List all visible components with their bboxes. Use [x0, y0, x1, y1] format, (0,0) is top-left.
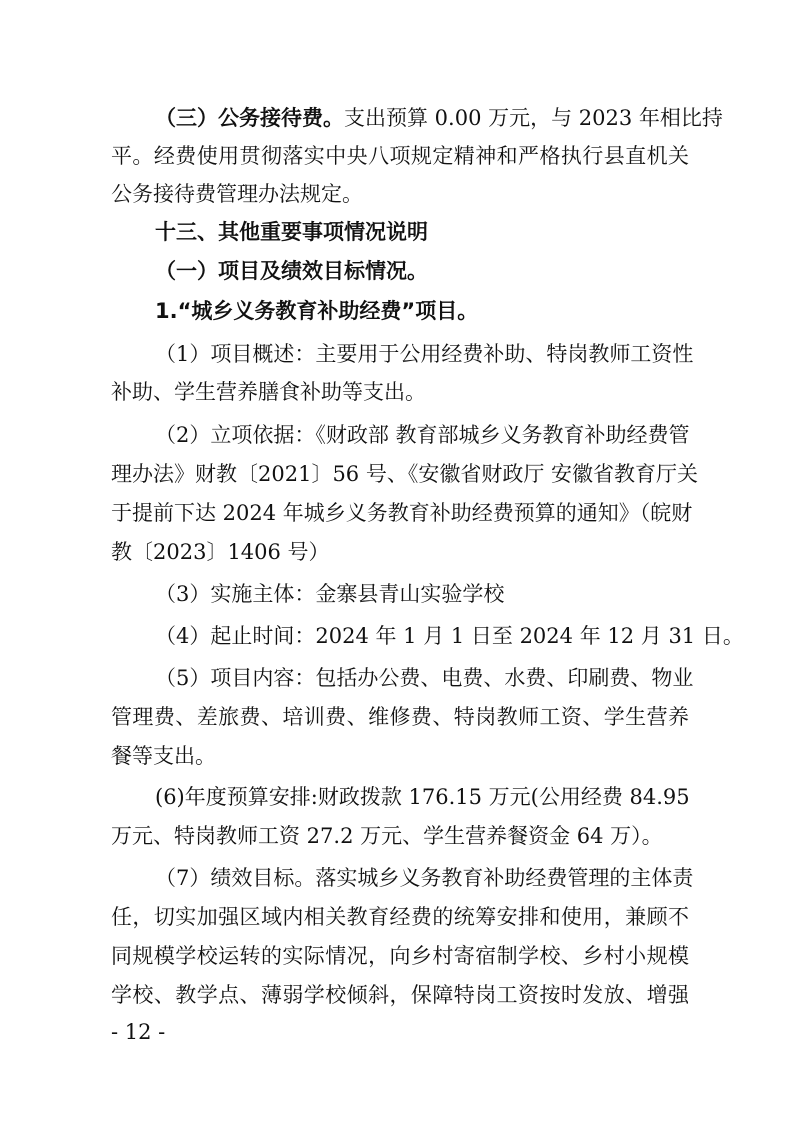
- paragraph-time: （4）起止时间：2024 年 1 月 1 日至 2024 年 12 月 31 日。: [155, 624, 744, 648]
- section-heading: 十三、其他重要事项情况说明: [155, 220, 428, 244]
- text-line: 补助、学生营养膳食补助等支出。: [111, 380, 426, 404]
- text-line: （7）绩效目标。落实城乡义务教育补助经费管理的主体责: [155, 866, 694, 890]
- text-line: 教〔2023〕1406 号）: [111, 540, 330, 564]
- text-line: 学校、教学点、薄弱学校倾斜，保障特岗工资按时发放、增强: [111, 983, 689, 1007]
- text-line: [155, 104, 723, 132]
- text-line: （5）项目内容：包括办公费、电费、水费、印刷费、物业: [155, 666, 694, 690]
- subsection-heading: （一）项目及绩效目标情况。: [155, 259, 428, 283]
- text-line: 管理费、差旅费、培训费、维修费、特岗教师工资、学生营养: [111, 705, 689, 729]
- section-lead: （三）公务接待费。: [155, 106, 344, 130]
- text-line: 同规模学校运转的实际情况，向乡村寄宿制学校、乡村小规模: [111, 944, 689, 968]
- text-line: 万元、特岗教师工资 27.2 万元、学生营养餐资金 64 万）。: [111, 824, 663, 848]
- text-line: （1）项目概述：主要用于公用经费补助、特岗教师工资性: [155, 342, 694, 366]
- paragraph-subject: （3）实施主体：金寨县青山实验学校: [155, 582, 505, 606]
- text-line: 公务接待费管理办法规定。: [111, 182, 363, 206]
- text-line: 任，切实加强区域内相关教育经费的统筹安排和使用，兼顾不: [111, 905, 689, 929]
- page-number: - 12 -: [111, 1020, 166, 1044]
- text-line: （2）立项依据：《财政部 教育部城乡义务教育补助经费管: [155, 423, 690, 447]
- text-line: 于提前下达 2024 年城乡义务教育补助经费预算的通知》（皖财: [111, 501, 693, 525]
- text-line: 平。经费使用贯彻落实中央八项规定精神和严格执行县直机关: [111, 144, 689, 168]
- text-line: 理办法》财教〔2021〕56 号、《安徽省财政厅 安徽省教育厅关: [111, 462, 699, 486]
- text-span: 支出预算 0.00 万元，与 2023 年相比持: [344, 106, 723, 130]
- text-line: (6)年度预算安排:财政拨款 176.15 万元(公用经费 84.95: [155, 785, 690, 809]
- text-line: 餐等支出。: [111, 744, 216, 768]
- project-heading: 1.“城乡义务教育补助经费”项目。: [155, 299, 479, 323]
